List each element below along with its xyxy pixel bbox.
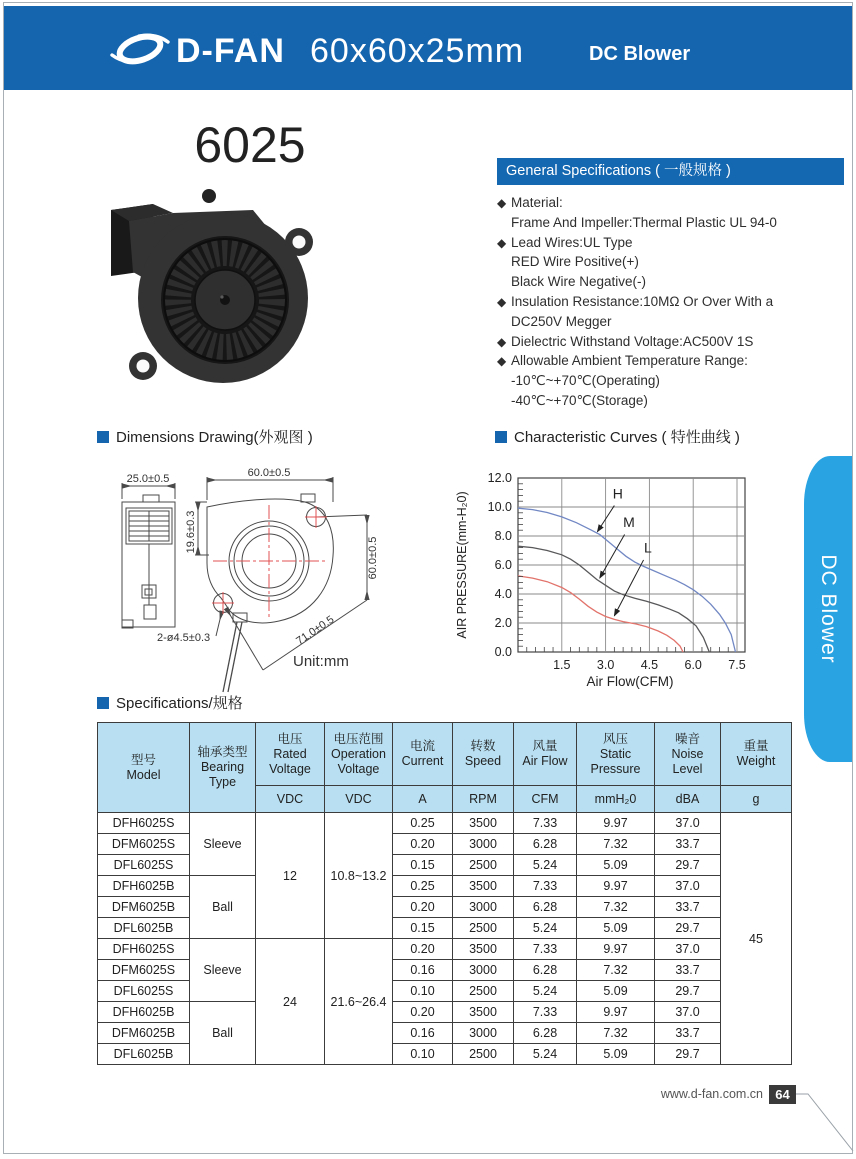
table-cell: 21.6~26.4 [325, 939, 393, 1065]
table-cell: 3000 [453, 960, 514, 981]
table-cell: 5.24 [514, 1044, 577, 1065]
table-cell: DFH6025B [98, 1002, 190, 1023]
specs-heading-label: Specifications/规格 [116, 695, 243, 712]
table-cell: 29.7 [655, 1044, 721, 1065]
table-cell: 10.8~13.2 [325, 813, 393, 939]
curves-heading-label: Characteristic Curves ( 特性曲线 ) [514, 429, 740, 446]
table-cell: 9.97 [577, 939, 655, 960]
table-cell: 45 [721, 813, 792, 1065]
x-tick-label: 6.0 [684, 658, 702, 672]
table-row [98, 876, 792, 897]
table-cell: 24 [256, 939, 325, 1065]
dim-right-label: 60.0±0.5 [367, 536, 379, 580]
table-cell: DFH6025S [98, 813, 190, 834]
y-tick-label: 12.0 [487, 471, 512, 485]
blue-square-icon [495, 431, 507, 443]
spec-line [497, 332, 847, 352]
table-cell: DFH6025S [98, 939, 190, 960]
spec-line-text: DC250V Megger [511, 313, 612, 329]
x-tick-label: 7.5 [728, 658, 746, 672]
side-tab-dc-blower [804, 456, 852, 762]
x-tick-label: 1.5 [553, 658, 571, 672]
table-cell: Ball [190, 1002, 256, 1065]
table-cell: 37.0 [655, 876, 721, 897]
table-cell: DFM6025S [98, 960, 190, 981]
table-cell: 3500 [453, 939, 514, 960]
table-cell: 29.7 [655, 855, 721, 876]
spec-line-text: Lead Wires:UL Type [511, 234, 633, 250]
table-cell: 7.33 [514, 813, 577, 834]
table-cell: 7.32 [577, 960, 655, 981]
y-axis-label: AIR PRESSURE(mm-H₂0) [455, 491, 469, 639]
table-cell: DFL6025S [98, 981, 190, 1002]
dim-diag-label: 71.0±0.5 [294, 613, 337, 648]
dim-19-label: 19.6±0.3 [185, 510, 197, 554]
dimensions-heading-label: Dimensions Drawing(外观图 ) [116, 429, 313, 446]
table-cell: 0.20 [393, 939, 453, 960]
spec-table-body [98, 813, 792, 1065]
table-cell: 33.7 [655, 834, 721, 855]
table-cell: DFL6025S [98, 855, 190, 876]
table-cell: 7.33 [514, 876, 577, 897]
curve-label-M: M [623, 514, 635, 531]
table-cell: DFM6025B [98, 897, 190, 918]
unit-label: Unit:mm [293, 653, 349, 670]
col-header-air-flow: 风量 Air Flow [514, 723, 577, 786]
spec-line [497, 312, 847, 332]
spec-line-text: Material: [511, 195, 563, 210]
col-header-current: 电流 Current [393, 723, 453, 786]
product-photo [103, 180, 318, 395]
table-cell: 7.32 [577, 834, 655, 855]
curve-M [518, 546, 709, 652]
col-header-rated-voltage: 电压 Rated Voltage [256, 723, 325, 786]
spec-line [497, 252, 847, 272]
table-cell: 0.16 [393, 1023, 453, 1044]
spec-line-text: Allowable Ambient Temperature Range: [511, 353, 748, 369]
page-number-badge: 64 [769, 1085, 796, 1104]
table-cell: 9.97 [577, 876, 655, 897]
unit-mmh2o: mmH₂0 [577, 786, 655, 813]
x-axis-label: Air Flow(CFM) [586, 674, 674, 689]
table-cell: 7.33 [514, 939, 577, 960]
y-tick-label: 10.0 [487, 500, 512, 514]
table-cell: 33.7 [655, 960, 721, 981]
table-cell: 5.09 [577, 1044, 655, 1065]
spec-line [497, 351, 847, 371]
diamond-bullet-icon: ◆ [497, 235, 507, 250]
unit-g: g [721, 786, 792, 813]
table-cell: 9.97 [577, 1002, 655, 1023]
y-tick-label: 4.0 [494, 587, 512, 601]
fan-size-label: 60x60x25mm [310, 32, 525, 70]
product-type-label: DC Blower [589, 43, 691, 65]
dim-side-width-label: 25.0±0.5 [126, 473, 170, 485]
table-cell: 0.15 [393, 918, 453, 939]
diamond-bullet-icon: ◆ [497, 354, 507, 369]
spec-line-text: Dielectric Withstand Voltage:AC500V 1S [511, 333, 754, 349]
table-cell: 3000 [453, 1023, 514, 1044]
spec-line [497, 391, 847, 411]
table-cell: DFM6025B [98, 1023, 190, 1044]
table-cell: 9.97 [577, 813, 655, 834]
brand-name: D-FAN [176, 32, 285, 70]
table-cell: 3500 [453, 876, 514, 897]
dim-holes-label: 2-ø4.5±0.3 [157, 632, 211, 644]
table-cell: 12 [256, 813, 325, 939]
table-cell: 37.0 [655, 939, 721, 960]
table-cell: 5.09 [577, 855, 655, 876]
spec-line [497, 233, 847, 253]
spec-line-text: Insulation Resistance:10MΩ Or Over With a [511, 293, 774, 309]
table-cell: 37.0 [655, 813, 721, 834]
table-cell: 6.28 [514, 897, 577, 918]
unit-vdc: VDC [256, 786, 325, 813]
table-cell: 33.7 [655, 897, 721, 918]
table-cell: DFM6025S [98, 834, 190, 855]
table-cell: 7.33 [514, 1002, 577, 1023]
table-cell: 33.7 [655, 1023, 721, 1044]
table-cell: Ball [190, 876, 256, 939]
table-cell: 6.28 [514, 960, 577, 981]
table-cell: 29.7 [655, 918, 721, 939]
table-cell: 0.15 [393, 855, 453, 876]
table-cell: 29.7 [655, 981, 721, 1002]
table-cell: Sleeve [190, 939, 256, 1002]
table-row [98, 813, 792, 834]
table-row [98, 939, 792, 960]
table-cell: DFL6025B [98, 1044, 190, 1065]
y-tick-label: 8.0 [494, 529, 512, 543]
dim-top-label: 60.0±0.5 [247, 467, 291, 479]
table-cell: 2500 [453, 981, 514, 1002]
table-cell: 0.25 [393, 876, 453, 897]
spec-line-text: -10℃~+70℃(Operating) [511, 373, 660, 389]
spec-line [497, 193, 847, 213]
col-header-bearing: 轴承类型 Bearing Type [190, 723, 256, 813]
header-banner [4, 6, 852, 90]
col-header-static-pressure: 风压 Static Pressure [577, 723, 655, 786]
diamond-bullet-icon: ◆ [497, 196, 507, 210]
x-tick-label: 4.5 [640, 658, 659, 672]
table-cell: 7.32 [577, 897, 655, 918]
dimensions-section-heading [97, 426, 313, 447]
spec-line-text: Frame And Impeller:Thermal Plastic UL 94-0 [511, 214, 777, 230]
table-cell: 5.24 [514, 855, 577, 876]
spec-line [497, 371, 847, 391]
table-cell: 5.24 [514, 981, 577, 1002]
table-cell: 0.20 [393, 1002, 453, 1023]
table-cell: 0.16 [393, 960, 453, 981]
table-cell: 3000 [453, 897, 514, 918]
table-cell: 6.28 [514, 834, 577, 855]
table-cell: 6.28 [514, 1023, 577, 1044]
diamond-bullet-icon: ◆ [497, 294, 507, 309]
table-cell: 5.09 [577, 918, 655, 939]
table-cell: 0.20 [393, 897, 453, 918]
table-row [98, 1002, 792, 1023]
x-tick-label: 3.0 [596, 658, 615, 672]
table-cell: 0.10 [393, 981, 453, 1002]
unit-dba: dBA [655, 786, 721, 813]
dimensions-drawing [95, 450, 455, 710]
table-cell: 37.0 [655, 1002, 721, 1023]
y-tick-label: 2.0 [494, 616, 512, 630]
spec-line-text: RED Wire Positive(+) [511, 254, 639, 270]
curve-label-H: H [612, 485, 623, 502]
unit-a: A [393, 786, 453, 813]
spec-line-text: Black Wire Negative(-) [511, 274, 647, 290]
unit-vdc: VDC [325, 786, 393, 813]
y-tick-label: 0.0 [494, 645, 512, 659]
blue-square-icon [97, 431, 109, 443]
col-header-noise-level: 噪音 Noise Level [655, 723, 721, 786]
curve-label-L: L [644, 539, 652, 556]
table-cell: 2500 [453, 855, 514, 876]
spec-line [497, 213, 847, 233]
table-cell: 3500 [453, 813, 514, 834]
y-tick-label: 6.0 [494, 558, 512, 572]
unit-rpm: RPM [453, 786, 514, 813]
unit-cfm: CFM [514, 786, 577, 813]
spec-line [497, 272, 847, 292]
general-specs-heading: General Specifications ( 一般规格 ) [497, 158, 844, 185]
spec-line [497, 292, 847, 312]
characteristic-curves-chart [450, 450, 790, 700]
table-cell: 3000 [453, 834, 514, 855]
table-cell: 2500 [453, 918, 514, 939]
table-cell: Sleeve [190, 813, 256, 876]
side-tab-label: DC Blower [817, 554, 840, 664]
table-cell: 7.32 [577, 1023, 655, 1044]
col-header-speed: 转数 Speed [453, 723, 514, 786]
general-spec-list [497, 193, 847, 411]
table-cell: DFL6025B [98, 918, 190, 939]
col-header-weight: 重量 Weight [721, 723, 792, 786]
model-title: 6025 [194, 117, 306, 173]
table-cell: DFH6025B [98, 876, 190, 897]
table-cell: 0.25 [393, 813, 453, 834]
table-cell: 5.24 [514, 918, 577, 939]
table-cell: 3500 [453, 1002, 514, 1023]
diamond-bullet-icon: ◆ [497, 334, 507, 349]
spec-table [97, 722, 792, 1065]
table-cell: 0.10 [393, 1044, 453, 1065]
spec-line-text: -40℃~+70℃(Storage) [511, 392, 648, 408]
curve-L [518, 576, 683, 652]
table-cell: 2500 [453, 1044, 514, 1065]
footer-website: www.d-fan.com.cn [660, 1087, 763, 1101]
curves-section-heading [495, 426, 740, 447]
table-cell: 5.09 [577, 981, 655, 1002]
col-header-model: 型号 Model [98, 723, 190, 813]
dfan-logo-icon [108, 28, 172, 70]
col-header-operation-voltage: 电压范围 Operation Voltage [325, 723, 393, 786]
table-cell: 0.20 [393, 834, 453, 855]
